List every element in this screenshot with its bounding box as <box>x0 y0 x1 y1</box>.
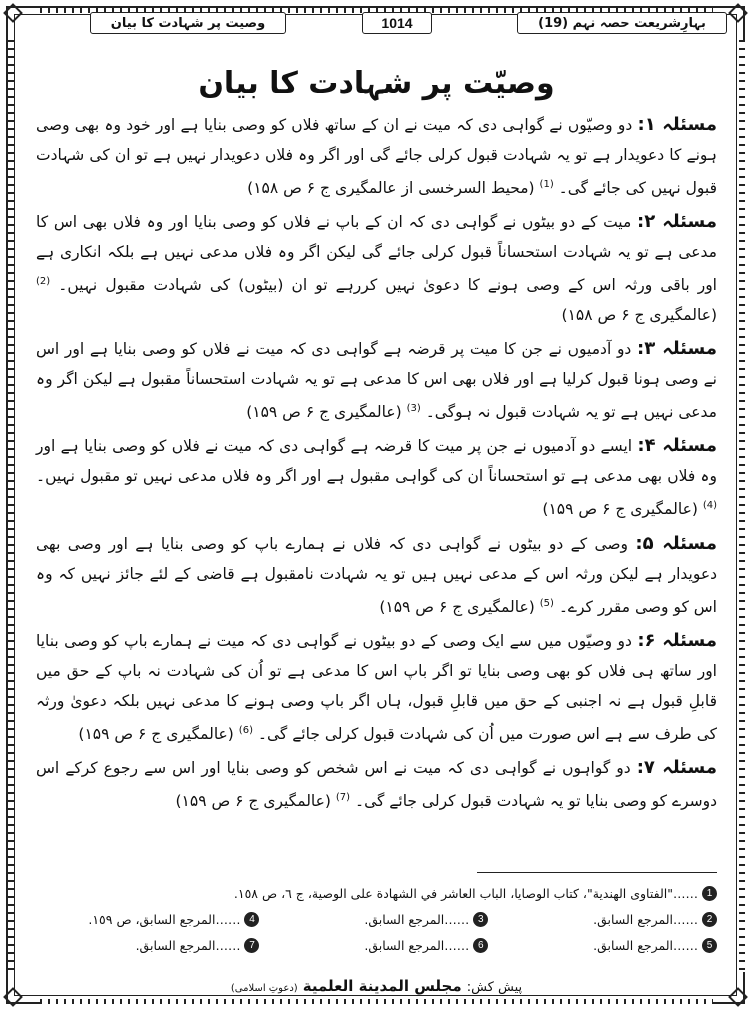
masala-paragraph <box>36 431 717 524</box>
footnote-row <box>30 880 717 906</box>
corner-ornament <box>0 0 28 28</box>
footnote-row <box>30 932 717 958</box>
page-number: 1014 <box>362 12 432 34</box>
book-title: بہارِشریعت حصہ نہم (19) <box>517 12 727 34</box>
footnote-row <box>30 906 717 932</box>
masala-reference: (عالمگیری ج ۶ ص ۱۵۸) <box>561 306 717 325</box>
masala-text: میت کے دو بیٹوں نے گواہی دی کہ ان کے باپ نے فلاں کو وصی بنایا اور وہ فلاں بھی اس کا مدعی ہے تو یہ شہادت استحساناً قبول کرلی جائے گی لیکن اگر وہ فلاں مدعی نہیں ہے بلکہ انکاری ہے اور باقی ورثہ اس کے وصی ہونے کا دعویٰ نہیں کررہے تو ان (بیٹوں) کی شہادت مقبول نہیں۔ <box>36 213 717 295</box>
footnote-number: 1 <box>702 886 717 901</box>
running-header <box>26 12 727 36</box>
footnote-separator <box>477 872 717 873</box>
footnote-marker: (7) <box>335 791 351 803</box>
masala-reference: (محیط السرخسی از عالمگیری ج ۶ ص ۱۵۸) <box>247 179 535 198</box>
footer-organization: مجلس المدينة العلمية <box>302 977 462 995</box>
footnote-number: 2 <box>702 912 717 927</box>
masala-label: مسئلہ ۵: <box>635 532 717 554</box>
masala-reference: (عالمگیری ج ۶ ص ۱۵۹) <box>379 597 535 616</box>
footnote-marker: (5) <box>539 597 554 609</box>
masala-text: دو وصیّوں میں سے ایک وصی کے دو بیٹوں نے گواہی دی کہ میت نے ہمارے باپ کو وصی بنایا اور ساتھ ہی فلاں کو بھی وصی بنایا تو اگر باپ اس کا مدعی ہے تو اُن کی شہادت نہ باپ کے حق میں قابلِ قبول ہے نہ اجنبی کے حق میں قابلِ قبول، ہاں اگر باپ وصی ہونے کا مدعی نہیں بلکہ دعویٰ ورثہ کی طرف سے ہے اس صورت میں اُن کی شہادت قبول کرلی جائے گی۔ <box>36 631 717 743</box>
footnote <box>259 938 488 953</box>
footnote-text: ……المرجع السابق. <box>364 937 470 953</box>
section-title: وصیت پر شہادت کا بیان <box>90 12 286 34</box>
masala-text: وصی کے دو بیٹوں نے گواہی دی کہ فلاں نے ہمارے باپ کو وصی بنایا ہے اور وصی بھی دعویدار ہے لیکن ورثہ اس کے مدعی نہیں ہیں تو یہ شہادت نامقبول ہے قاضی کے لئے جائز نہیں کہ وہ اس کو وصی مقرر کرے۔ <box>36 534 717 616</box>
masala-label: مسئلہ ۳: <box>637 338 717 360</box>
masala-label: مسئلہ ۶: <box>637 629 717 651</box>
masala-label: مسئلہ ۴: <box>637 435 717 457</box>
footnote-marker: (1) <box>539 179 554 190</box>
masala-reference: (عالمگیری ج ۶ ص ۱۵۹) <box>175 792 331 811</box>
masala-paragraph <box>36 529 717 622</box>
footer-organization-sub: (دعوتِ اسلامی) <box>230 983 298 994</box>
footnote-marker: (3) <box>406 403 421 415</box>
masala-reference: (عالمگیری ج ۶ ص ۱۵۹) <box>246 403 402 422</box>
footnote <box>31 938 260 953</box>
masala-label: مسئلہ ۲: <box>637 211 717 233</box>
masala-paragraph <box>36 334 717 427</box>
footnote-number: 7 <box>244 938 259 953</box>
footnote-marker: (2) <box>36 276 51 288</box>
footnote <box>234 886 717 901</box>
masala-label: مسئلہ ۷: <box>636 756 717 778</box>
masala-paragraph <box>36 753 717 816</box>
footnote-marker: (6) <box>238 724 253 736</box>
masala-text: ایسے دو آدمیوں نے جن پر میت کا قرضہ ہے گواہی دی کہ میت نے فلاں کو وصی بنایا ہے اور وہ فلاں بھی مدعی ہے تو استحساناً ان کی گواہی مقبول ہے اور اگر وہ فلاں مدعی نہیں تو مقبول نہیں۔ <box>36 437 717 486</box>
footnote-number: 5 <box>702 938 717 953</box>
footnote-number: 4 <box>244 912 259 927</box>
page-footer <box>0 976 753 995</box>
body-text <box>36 110 717 820</box>
footnote-marker: (4) <box>702 500 717 512</box>
footnote <box>488 912 717 927</box>
masala-text: دو وصیّوں نے گواہی دی کہ میت نے ان کے ساتھ فلاں کو وصی بنایا ہے اور خود وہ بھی وصی ہونے کا دعویدار ہے تو یہ شہادت قبول کرلی جائے گی اور اگر وہ فلاں دعویدار نہیں ہے تو ان کی شہادت قبول نہیں کی جائے گی۔ <box>36 116 717 198</box>
masala-paragraph <box>36 207 717 330</box>
masala-label: مسئلہ ۱: <box>637 114 717 135</box>
footnote-text: ……المرجع السابق. <box>364 911 470 927</box>
masala-text: دو گواہوں نے گواہی دی کہ میت نے اس شخص کو وصی بنایا اور اس سے رجوع کرکے اس دوسرے کو وصی بنایا تو یہ شہادت قبول کرلی جائے گی۔ <box>36 758 717 811</box>
masala-paragraph <box>36 626 717 749</box>
chapter-heading: وصیّت پر شہادت کا بیان <box>198 66 555 101</box>
footnote-text: ……"الفتاوى الهندية"، كتاب الوصايا، الباب العاشر في الشهادة على الوصية، ج ٦، ص ١٥٨. <box>233 885 698 901</box>
masala-reference: (عالمگیری ج ۶ ص ۱۵۹) <box>542 500 698 519</box>
masala-paragraph <box>36 110 717 203</box>
footnotes <box>30 880 717 958</box>
masala-text: دو آدمیوں نے جن کا میت پر قرضہ ہے گواہی دی کہ میت نے فلاں کو وصی بنایا ہے اور اس نے وصی ہونا قبول کرلیا ہے اور فلاں بھی اس کا مدعی ہے تو یہ شہادت استحساناً مقبول ہے لیکن اگر وہ مدعی نہیں ہے تو یہ شہادت قبول نہ ہوگی۔ <box>36 340 717 422</box>
footnote-text: ……المرجع السابق. <box>135 937 241 953</box>
footnote-text: ……المرجع السابق. <box>593 937 698 953</box>
footnote-number: 6 <box>473 938 488 953</box>
corner-ornament <box>725 0 753 28</box>
border-pattern-right <box>739 40 745 972</box>
masala-reference: (عالمگیری ج ۶ ص ۱۵۹) <box>78 724 234 743</box>
footnote-text: ……المرجع السابق. <box>593 911 698 927</box>
footnote-number: 3 <box>473 912 488 927</box>
footnote <box>31 912 260 927</box>
footnote <box>488 938 717 953</box>
footnote-text: ……المرجع السابق، ص ١٥٩. <box>88 911 241 927</box>
border-pattern-left <box>8 40 14 972</box>
border-pattern-bottom <box>40 999 713 1004</box>
footer-presented-label: پیش کش: <box>466 980 523 995</box>
footnote <box>259 912 488 927</box>
